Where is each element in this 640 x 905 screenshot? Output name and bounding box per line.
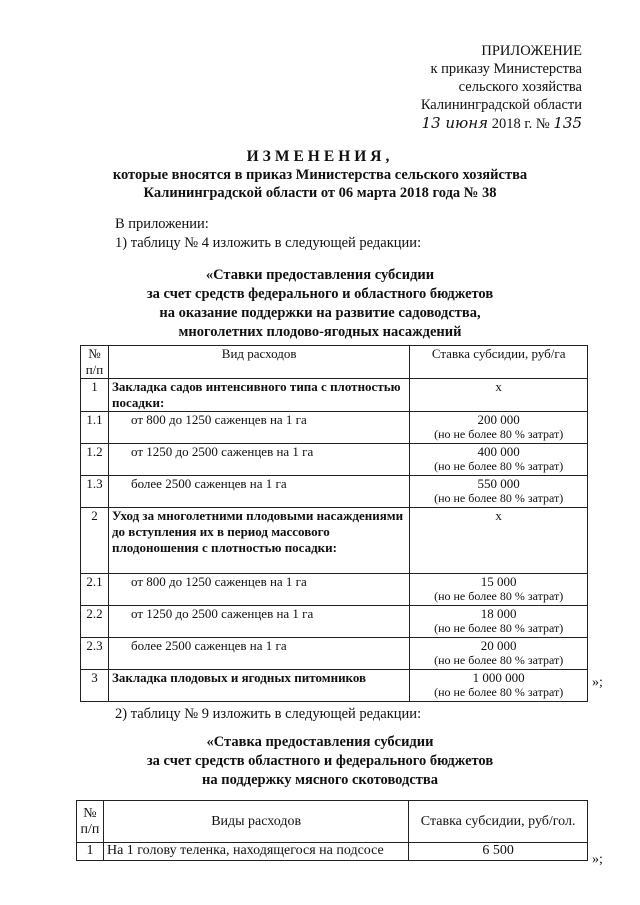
rate-value: х bbox=[495, 508, 502, 523]
table2-header-row bbox=[77, 801, 588, 843]
table1-closing: »; bbox=[592, 675, 603, 690]
table2-title-line: за счет средств областного и федерального бюджетов bbox=[146, 753, 494, 769]
row-rate bbox=[410, 670, 588, 702]
row-text: более 2500 саженцев на 1 га bbox=[108, 638, 409, 670]
rate-value: 1 000 000 bbox=[472, 670, 525, 685]
row-num: 1.1 bbox=[81, 412, 109, 444]
rate-value: 400 000 bbox=[477, 444, 520, 459]
row-text: от 800 до 1250 саженцев на 1 га bbox=[108, 574, 409, 606]
table-row bbox=[81, 476, 588, 508]
intro-line: 1) таблицу № 4 изложить в следующей редакции: bbox=[115, 235, 422, 251]
rate-note: (но не более 80 % затрат) bbox=[434, 459, 564, 473]
rate-note: (но не более 80 % затрат) bbox=[434, 685, 564, 699]
row-num: 2 bbox=[81, 508, 109, 574]
date-year: 2018 г. № bbox=[491, 116, 550, 132]
table1-title-line: на оказание поддержки на развитие садоводства, bbox=[159, 305, 481, 321]
row-text: от 800 до 1250 саженцев на 1 га bbox=[108, 412, 409, 444]
rate-value: 15 000 bbox=[480, 574, 517, 589]
row-text: от 1250 до 2500 саженцев на 1 га bbox=[108, 444, 409, 476]
row-rate bbox=[410, 606, 588, 638]
handwritten-date: 13 июня bbox=[421, 114, 489, 132]
rate-value: 550 000 bbox=[477, 476, 520, 491]
table2-closing: »; bbox=[592, 852, 603, 867]
header-num: № п/п bbox=[77, 801, 104, 843]
intro-text bbox=[115, 215, 421, 253]
row-num: 2.3 bbox=[81, 638, 109, 670]
rate-value: 200 000 bbox=[477, 412, 520, 427]
header-rate: Ставка субсидии, руб/гол. bbox=[409, 801, 588, 843]
rate-value: 20 000 bbox=[480, 638, 517, 653]
table-row bbox=[81, 574, 588, 606]
table1-title-line: многолетних плодово-ягодных насаждений bbox=[178, 324, 462, 340]
document-title: ИЗМЕНЕНИЯ, bbox=[246, 148, 394, 165]
row-rate bbox=[410, 574, 588, 606]
appendix-line: Калининградской области bbox=[420, 97, 582, 113]
rate-note: (но не более 80 % затрат) bbox=[434, 491, 564, 505]
table-row bbox=[81, 508, 588, 574]
subtitle-line: Калининградской области от 06 марта 2018 года № 38 bbox=[143, 185, 497, 201]
table-row bbox=[81, 379, 588, 412]
header-num: № п/п bbox=[81, 346, 109, 379]
table1-header-row bbox=[81, 346, 588, 379]
row-text: более 2500 саженцев на 1 га bbox=[108, 476, 409, 508]
rate-value: х bbox=[495, 379, 502, 394]
row-rate: 6 500 bbox=[409, 843, 588, 861]
table-row bbox=[81, 670, 588, 702]
table-row bbox=[81, 412, 588, 444]
table1-title-line: за счет средств федерального и областного бюджетов bbox=[146, 286, 494, 302]
appendix-block bbox=[342, 42, 582, 133]
row-rate bbox=[410, 476, 588, 508]
table2 bbox=[76, 800, 588, 861]
row-rate bbox=[410, 412, 588, 444]
rate-note: (но не более 80 % затрат) bbox=[434, 653, 564, 667]
section2-text: 2) таблицу № 9 изложить в следующей редакции: bbox=[115, 706, 422, 722]
row-text: Уход за многолетними плодовыми насаждениями до вступления их в период массового плодоношения с плотностью посадки: bbox=[108, 508, 409, 574]
row-text: На 1 голову теленка, находящегося на подсосе bbox=[103, 843, 408, 861]
row-num: 2.1 bbox=[81, 574, 109, 606]
row-num: 1.2 bbox=[81, 444, 109, 476]
appendix-date bbox=[342, 114, 582, 133]
table1-title bbox=[0, 266, 640, 342]
row-num: 3 bbox=[81, 670, 109, 702]
document-subtitle bbox=[0, 166, 640, 202]
row-num: 1.3 bbox=[81, 476, 109, 508]
row-num: 1 bbox=[81, 379, 109, 412]
table-row bbox=[77, 843, 588, 861]
subtitle-line: которые вносятся в приказ Министерства сельского хозяйства bbox=[112, 167, 528, 183]
table2-title bbox=[0, 733, 640, 790]
table2-title-line: на поддержку мясного скотоводства bbox=[201, 772, 438, 788]
row-rate bbox=[410, 508, 588, 574]
appendix-line: к приказу Министерства bbox=[430, 61, 582, 77]
rate-note: (но не более 80 % затрат) bbox=[434, 589, 564, 603]
table1-title-line: «Ставки предоставления субсидии bbox=[205, 267, 435, 283]
row-text: Закладка плодовых и ягодных питомников bbox=[108, 670, 409, 702]
rate-note: (но не более 80 % затрат) bbox=[434, 621, 564, 635]
row-rate bbox=[410, 379, 588, 412]
table1 bbox=[80, 345, 588, 702]
table-row bbox=[81, 638, 588, 670]
table-row bbox=[81, 444, 588, 476]
table-row bbox=[81, 606, 588, 638]
row-text: Закладка садов интенсивного типа с плотностью посадки: bbox=[108, 379, 409, 412]
row-text: от 1250 до 2500 саженцев на 1 га bbox=[108, 606, 409, 638]
row-rate bbox=[410, 444, 588, 476]
header-rate: Ставка субсидии, руб/га bbox=[410, 346, 588, 379]
rate-note: (но не более 80 % затрат) bbox=[434, 427, 564, 441]
row-num: 2.2 bbox=[81, 606, 109, 638]
appendix-line: сельского хозяйства bbox=[458, 79, 582, 95]
intro-line: В приложении: bbox=[115, 216, 209, 232]
handwritten-number: 135 bbox=[553, 114, 582, 132]
header-type: Виды расходов bbox=[103, 801, 408, 843]
row-rate bbox=[410, 638, 588, 670]
rate-value: 18 000 bbox=[480, 606, 517, 621]
header-type: Вид расходов bbox=[108, 346, 409, 379]
appendix-line: ПРИЛОЖЕНИЕ bbox=[481, 43, 582, 59]
row-num: 1 bbox=[77, 843, 104, 861]
table2-title-line: «Ставка предоставления субсидии bbox=[206, 734, 434, 750]
